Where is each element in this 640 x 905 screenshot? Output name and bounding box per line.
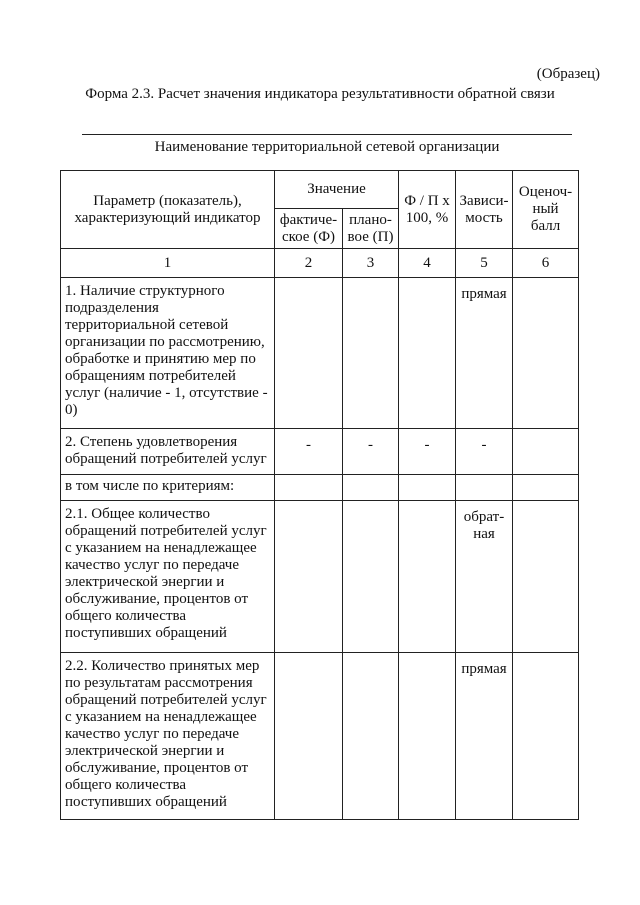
header-value: Значение — [275, 171, 399, 209]
param-cell: 2.2. Количество принятых мер по результатам рассмотрения обращений потребителей услуг с указанием на ненадлежащее качество услуг по передаче электрической энергии и обслуживание, процентов от общего количества поступивших обращений — [61, 653, 275, 820]
actual-cell: - — [275, 429, 343, 475]
score-cell — [513, 501, 579, 653]
actual-cell — [275, 501, 343, 653]
dependency-cell — [456, 475, 513, 501]
planned-cell: - — [343, 429, 399, 475]
col-number: 3 — [343, 249, 399, 278]
param-cell: 2. Степень удовлетворения обращений потребителей услуг — [61, 429, 275, 475]
planned-cell — [343, 501, 399, 653]
param-cell: 1. Наличие структурного подразделения территориальной сетевой организации по рассмотрению, обработке и принятию мер по обращениям потребителей услуг (наличие - 1, отсутствие - 0) — [61, 278, 275, 429]
dependency-cell: прямая — [456, 653, 513, 820]
ratio-cell — [399, 278, 456, 429]
actual-cell — [275, 475, 343, 501]
score-cell — [513, 278, 579, 429]
table-row — [61, 278, 579, 429]
actual-cell — [275, 278, 343, 429]
table-row — [61, 653, 579, 820]
actual-cell — [275, 653, 343, 820]
col-number: 6 — [513, 249, 579, 278]
planned-cell — [343, 278, 399, 429]
planned-cell — [343, 475, 399, 501]
col-number: 4 — [399, 249, 456, 278]
col-number: 5 — [456, 249, 513, 278]
ratio-cell — [399, 475, 456, 501]
col-number: 1 — [61, 249, 275, 278]
param-cell: в том числе по критериям: — [61, 475, 275, 501]
param-cell: 2.1. Общее количество обращений потребителей услуг с указанием на ненадлежащее качество услуг по передаче электрической энергии и обслуживание, процентов от общего количества поступивших обращений — [61, 501, 275, 653]
score-cell — [513, 653, 579, 820]
form-title: Форма 2.3. Расчет значения индикатора результативности обратной связи — [85, 86, 555, 102]
col-number: 2 — [275, 249, 343, 278]
dependency-cell: - — [456, 429, 513, 475]
table-row — [61, 475, 579, 501]
org-name-label: Наименование территориальной сетевой организации — [154, 139, 500, 155]
score-cell — [513, 475, 579, 501]
dependency-cell: прямая — [456, 278, 513, 429]
header-score: Оценоч-ный балл — [513, 171, 579, 249]
header-planned: плано-вое (П) — [343, 209, 399, 249]
ratio-cell — [399, 653, 456, 820]
ratio-cell — [399, 501, 456, 653]
header-ratio: Ф / П х 100, % — [399, 171, 456, 249]
table-row — [61, 501, 579, 653]
ratio-cell: - — [399, 429, 456, 475]
header-actual: фактиче-ское (Ф) — [275, 209, 343, 249]
table-row — [61, 429, 579, 475]
org-name-line — [82, 134, 572, 135]
dependency-cell: обрат-ная — [456, 501, 513, 653]
score-cell — [513, 429, 579, 475]
column-number-row — [61, 249, 579, 278]
planned-cell — [343, 653, 399, 820]
header-param: Параметр (показатель), характеризующий индикатор — [61, 171, 275, 249]
sample-note: (Образец) — [536, 66, 600, 82]
indicator-table — [60, 170, 579, 820]
header-dependency: Зависи-мость — [456, 171, 513, 249]
